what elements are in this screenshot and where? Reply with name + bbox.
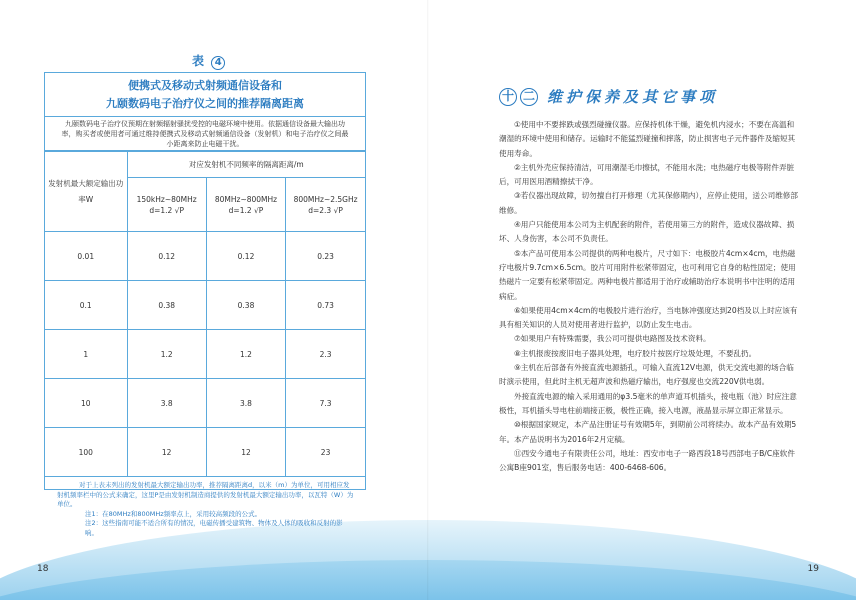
paragraph: ⑥如果使用4cm×4cm的电极胶片进行治疗，当电脉冲强度达到20档及以上时应该有具有相关知识的人员对使用者进行监护，以防止发生电击。 xyxy=(499,305,798,330)
row-header-power: 发射机最大额定输出功率W xyxy=(45,152,127,232)
col-header-2 xyxy=(206,178,285,232)
table-row xyxy=(45,281,365,330)
section-number-circle-2: 二 xyxy=(520,88,538,106)
table-notes xyxy=(45,477,365,538)
table-note-2: 注2：这些指南可能不适合所有的情况，电磁传播受建筑物、物体及人体的吸收和反射的影响。 xyxy=(85,519,343,537)
cell-distance: 23 xyxy=(286,428,365,477)
col-header-3 xyxy=(286,178,365,232)
col-header-3-range: 800MHz~2.5GHz xyxy=(293,194,358,204)
cell-distance: 0.12 xyxy=(127,232,206,281)
cell-distance: 3.8 xyxy=(206,379,285,428)
cell-distance: 0.38 xyxy=(127,281,206,330)
paragraph: ⑦如果用户有特殊需要，我公司可提供电路图及技术资料。 xyxy=(514,334,711,344)
cell-distance: 0.38 xyxy=(206,281,285,330)
cell-distance: 12 xyxy=(127,428,206,477)
paragraph: 外接直流电源的输入采用通用的φ3.5毫米的单声道耳机插头，接电瓶（池）时应注意极性，耳机插头导电柱前端接正极，极性正确，接入电源，液晶显示屏立即正常显示。 xyxy=(499,391,797,415)
cell-distance: 3.8 xyxy=(127,379,206,428)
table-caption-number: 4 xyxy=(211,56,225,70)
col-header-2-range: 80MHz~800MHz xyxy=(214,194,278,204)
table-title-line2: 九颐数码电子治疗仪之间的推荐隔离距离 xyxy=(106,97,304,110)
paragraph: ⑨主机在后部备有外接直流电源插孔，可输入直流12V电源，供无交流电源的场合临时演示使用，但此时主机无超声波和热磁疗输出，电疗强度也交流220V供电弱。 xyxy=(499,363,794,387)
paragraph: ③若仪器出现故障，切勿擅自打开修理（尤其保修期内），应停止使用，送公司维修部维修。 xyxy=(499,191,798,215)
cell-distance: 7.3 xyxy=(286,379,365,428)
table-caption xyxy=(192,52,225,70)
cell-distance: 2.3 xyxy=(286,330,365,379)
page-number-left: 18 xyxy=(37,564,49,574)
paragraph: ②主机外壳应保持清洁，可用潮湿毛巾擦拭，不能用水洗；电热磁疗电极等附件弄脏后，可用医用酒精擦拭干净。 xyxy=(499,162,795,187)
table-row xyxy=(45,428,365,477)
col-header-2-formula: d=1.2 √P xyxy=(228,205,264,215)
cell-distance: 1.2 xyxy=(206,330,285,379)
section-number-circle-1: 十 xyxy=(499,88,517,106)
cell-distance: 12 xyxy=(206,428,285,477)
col-header-1-range: 150kHz~80MHz xyxy=(136,194,197,204)
cell-distance: 0.23 xyxy=(286,232,365,281)
col-header-3-formula: d=2.3 √P xyxy=(308,205,343,215)
cell-power: 100 xyxy=(45,428,127,477)
table-description: 九颐数码电子治疗仪预期在射频辐射骚扰受控的电磁环境中使用。依据通信设备最大输出功率，购买者或使用者可通过维持便携式及移动式射频通信设备（发射机）和电子治疗仪之间最小距离来防止电磁干扰。 xyxy=(45,117,365,151)
paragraph: ⑪西安今通电子有限责任公司，地址：西安市电子一路西段18号西部电子B/C座软件公寓B座901室，售后服务电话：400-6468-606。 xyxy=(499,448,795,473)
table-title-line1: 便携式及移动式射频通信设备和 xyxy=(128,79,282,92)
cell-power: 0.01 xyxy=(45,232,127,281)
section-title: 维护保养及其它事项 xyxy=(547,88,719,106)
col-group-header: 对应发射机不同频率的隔离距离/m xyxy=(127,152,365,178)
paragraph: ④用户只能使用本公司为主机配套的附件，若使用第三方的附件，造成仪器故障、损坏、人身伤害，本公司不负责任。 xyxy=(499,220,795,244)
distance-grid xyxy=(45,151,365,477)
cell-power: 0.1 xyxy=(45,281,127,330)
section-heading xyxy=(499,86,718,107)
separation-distance-table xyxy=(44,72,366,537)
cell-power: 1 xyxy=(45,330,127,379)
paragraph: ①使用中不要摔跌或强烈碰撞仪器。应保持机体干燥，避免机内浸水；不要在高温和潮湿的环境中使用和储存。运输时不能猛烈碰撞和摔落，防止损害电子元件器件及缩短其使用寿命。 xyxy=(499,120,796,158)
cell-power: 10 xyxy=(45,379,127,428)
paragraph: ⑧主机报废按废旧电子器具处理，电疗胶片按医疗垃圾处理，不要乱扔。 xyxy=(514,348,757,358)
table-row xyxy=(45,232,365,281)
table-row xyxy=(45,330,365,379)
paragraph: ⑩根据国家规定，本产品注册证号有效期5年，到期前公司将续办。故本产品有效期5年。本产品说明书为2016年2月定稿。 xyxy=(499,420,797,444)
table-row xyxy=(45,379,365,428)
cell-distance: 1.2 xyxy=(127,330,206,379)
paragraph: ⑤本产品可使用本公司提供的两种电极片，尺寸如下：电极胶片4cm×4cm，电热磁疗电极片9.7cm×6.5cm。胶片可用附件松紧带固定，也可利用它自身的粘性固定；使用热磁片一定要有松紧带固定。两种电极片都适用于治疗或辅助治疗本说明书中注明的适用病症。 xyxy=(499,248,796,301)
page-number-right: 19 xyxy=(807,564,819,574)
table-note-1: 注1：在80MHz和800MHz频率点上，采用较高频段的公式。 xyxy=(85,509,262,518)
cell-distance: 0.73 xyxy=(286,281,365,330)
col-header-1-formula: d=1.2 √P xyxy=(149,205,184,215)
table-caption-label: 表 xyxy=(192,54,205,68)
cell-distance: 0.12 xyxy=(206,232,285,281)
maintenance-text xyxy=(499,118,798,475)
table-title xyxy=(45,73,365,117)
table-note-main: 对于上表未列出的发射机最大额定输出功率，推荐隔离距离d，以米（m）为单位，可用相应发射机频率栏中的公式来确定，这里P是由发射机制造商提供的发射机最大额定输出功率，以瓦特（W）为单位。 xyxy=(57,481,354,508)
col-header-1 xyxy=(127,178,206,232)
page-fold xyxy=(427,0,429,600)
